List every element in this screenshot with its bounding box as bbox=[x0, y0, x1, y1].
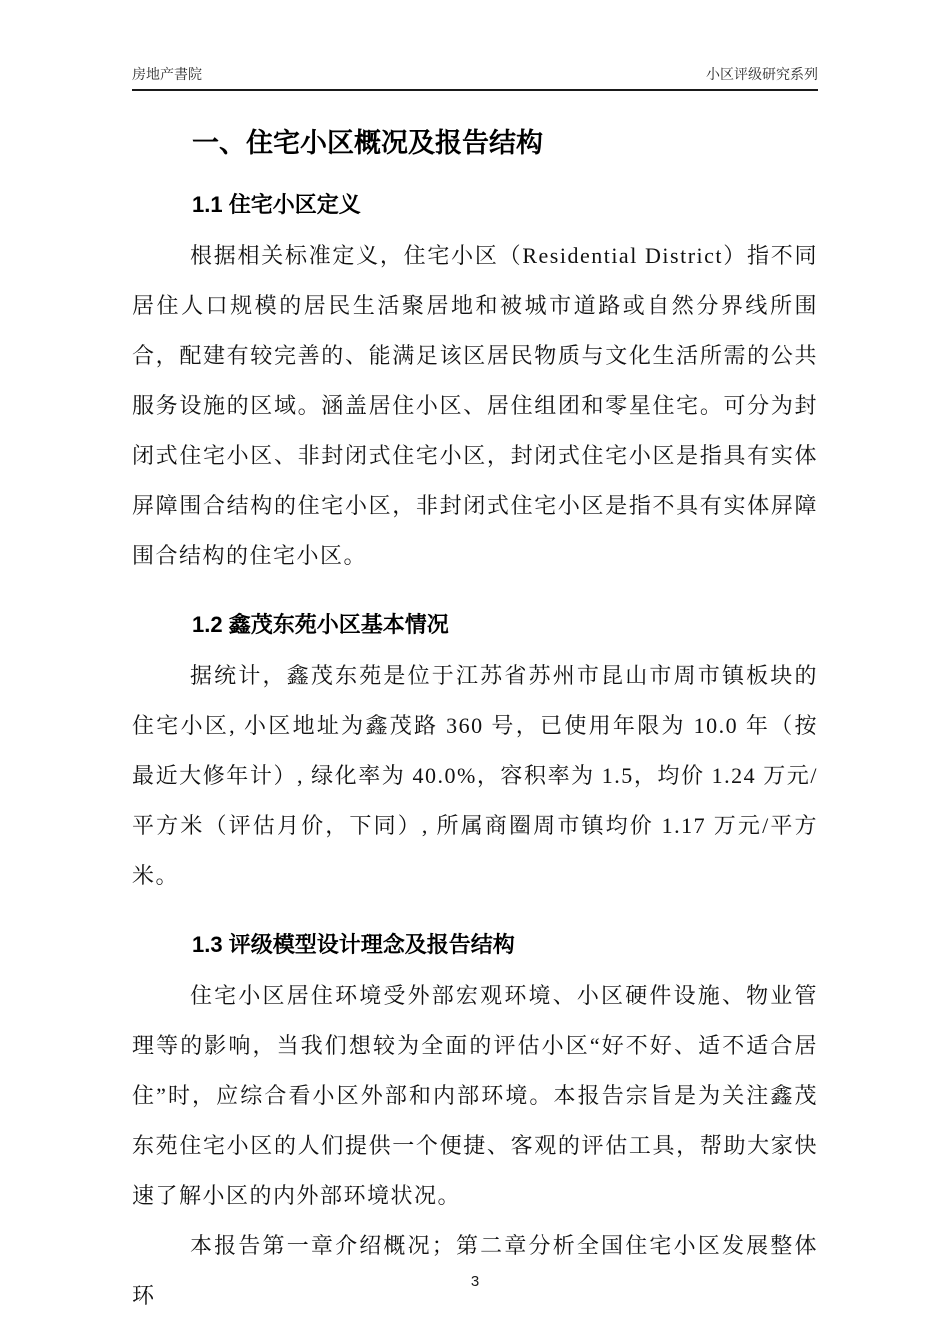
section-heading-1-2: 1.2 鑫茂东苑小区基本情况 bbox=[192, 612, 449, 637]
body-paragraph: 根据相关标准定义，住宅小区（Residential District）指不同居住人口规模的居民生活聚居地和被城市道路或自然分界线所围合，配建有较完善的、能满足该区居民物质与文化生活所需的公共服务设施的区域。涵盖居住小区、居住组团和零星住宅。可分为封闭式住宅小区、非封闭式住宅小区，封闭式住宅小区是指具有实体屏障围合结构的住宅小区，非封闭式住宅小区是指不具有实体屏障围合结构的住宅小区。 bbox=[132, 243, 818, 568]
body-paragraph: 本报告第一章介绍概况；第二章分析全国住宅小区发展整体环 bbox=[132, 1233, 818, 1308]
section-heading-1-3: 1.3 评级模型设计理念及报告结构 bbox=[192, 932, 515, 957]
header-left-text: 房地产書院 bbox=[132, 66, 202, 82]
section-heading-1-1: 1.1 住宅小区定义 bbox=[192, 192, 361, 217]
header-right-text: 小区评级研究系列 bbox=[706, 66, 818, 82]
body-paragraph: 住宅小区居住环境受外部宏观环境、小区硬件设施、物业管理等的影响，当我们想较为全面的评估小区“好不好、适不适合居住”时，应综合看小区外部和内部环境。本报告宗旨是为关注鑫茂东苑住宅小区的人们提供一个便捷、客观的评估工具，帮助大家快速了解小区的内外部环境状况。 bbox=[132, 983, 818, 1208]
page-header bbox=[132, 0, 818, 91]
page-number: 3 bbox=[470, 1273, 480, 1290]
body-paragraph: 据统计，鑫茂东苑是位于江苏省苏州市昆山市周市镇板块的住宅小区, 小区地址为鑫茂路 360 号，已使用年限为 10.0 年（按最近大修年计）, 绿化率为 40.0%，容积率为 1.5，均价 1.24 万元/平方米（评估月价，下同）, 所属商圈周市镇均价 1.17 万元/平方米。 bbox=[132, 663, 818, 888]
chapter-title: 一、住宅小区概况及报告结构 bbox=[192, 128, 543, 158]
